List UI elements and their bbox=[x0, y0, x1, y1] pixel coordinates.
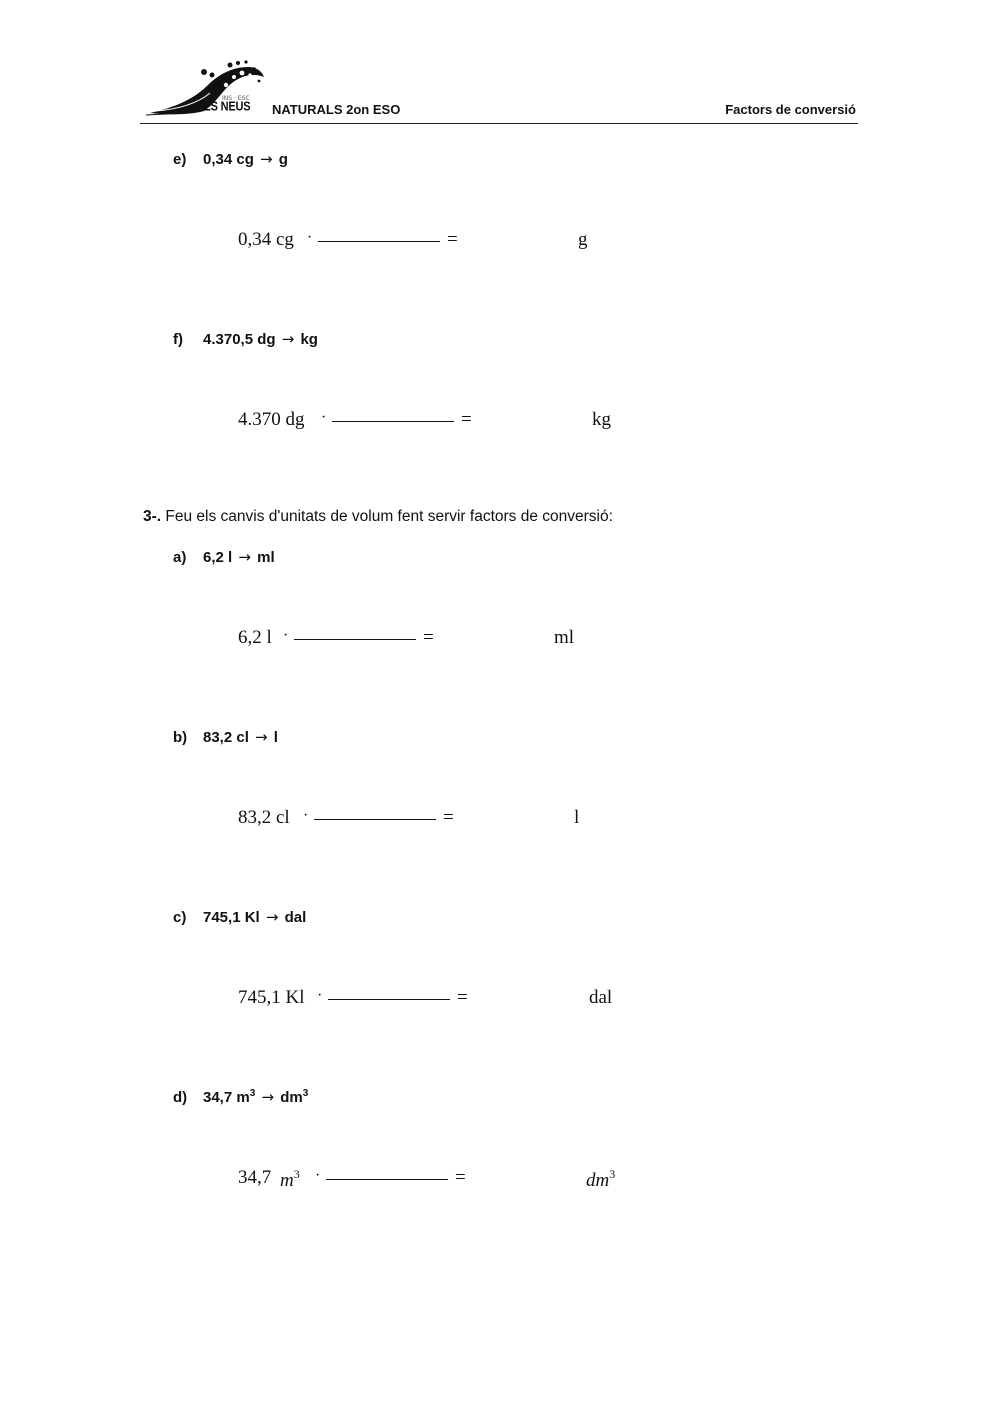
from-value: 34,7 m bbox=[203, 1089, 250, 1106]
multiply-dot: · bbox=[321, 409, 327, 426]
arrow-right-icon: → bbox=[281, 330, 295, 348]
result-unit: l bbox=[574, 807, 580, 828]
equals-sign: = bbox=[447, 229, 458, 250]
section-3-title bbox=[143, 508, 613, 526]
eq-value: 34,7 bbox=[238, 1167, 272, 1188]
exercise-b-label bbox=[173, 728, 278, 746]
equals-sign: = bbox=[455, 1167, 466, 1188]
result-unit-exponent: 3 bbox=[609, 1167, 616, 1181]
arrow-right-icon: → bbox=[238, 548, 251, 566]
eq-value: 4.370 dg bbox=[238, 409, 305, 430]
from-value: 6,2 l bbox=[203, 549, 233, 566]
item-letter: b) bbox=[173, 729, 188, 746]
multiply-dot: · bbox=[283, 627, 289, 644]
exercise-e-label bbox=[173, 150, 288, 168]
to-unit: ml bbox=[257, 549, 275, 566]
to-exponent: 3 bbox=[302, 1088, 309, 1099]
section-number: 3-. bbox=[143, 508, 162, 525]
eq-value: 745,1 Kl bbox=[238, 987, 305, 1008]
fraction-line[interactable] bbox=[332, 421, 454, 422]
result-unit: g bbox=[578, 229, 588, 250]
from-value: 745,1 Kl bbox=[203, 909, 260, 926]
to-unit: kg bbox=[300, 331, 318, 348]
fraction-line[interactable] bbox=[314, 819, 436, 820]
from-value: 0,34 cg bbox=[203, 151, 254, 168]
section-text: Feu els canvis d'unitats de volum fent servir factors de conversió: bbox=[165, 508, 613, 525]
exercise-c-label bbox=[173, 908, 306, 926]
page-header bbox=[140, 55, 858, 124]
multiply-dot: · bbox=[317, 987, 323, 1004]
equals-sign: = bbox=[457, 987, 468, 1008]
eq-value: 83,2 cl bbox=[238, 807, 290, 828]
to-unit: dal bbox=[284, 909, 307, 926]
multiply-dot: · bbox=[303, 807, 309, 824]
fraction-line[interactable] bbox=[326, 1179, 448, 1180]
exercise-d-label bbox=[173, 1088, 308, 1106]
eq-value: 6,2 l bbox=[238, 627, 272, 648]
exercise-a-label bbox=[173, 548, 275, 566]
eq-value: 0,34 cg bbox=[238, 229, 294, 250]
logo-text: LES NEUS bbox=[197, 100, 251, 114]
to-unit: g bbox=[278, 151, 288, 168]
eq-unit bbox=[280, 1167, 300, 1192]
eq-unit-exponent: 3 bbox=[293, 1167, 300, 1181]
item-letter: e) bbox=[173, 151, 187, 168]
multiply-dot: · bbox=[315, 1167, 321, 1184]
result-unit-base: dm bbox=[586, 1170, 610, 1191]
from-value: 4.370,5 dg bbox=[203, 331, 276, 348]
from-exponent: 3 bbox=[249, 1088, 256, 1099]
arrow-right-icon: → bbox=[255, 728, 268, 746]
topic-title: Factors de conversió bbox=[725, 102, 856, 117]
exercise-f-label bbox=[173, 330, 318, 348]
item-letter: c) bbox=[173, 909, 187, 926]
arrow-right-icon: → bbox=[260, 150, 273, 168]
multiply-dot: · bbox=[307, 229, 313, 246]
fraction-line[interactable] bbox=[328, 999, 450, 1000]
fraction-line[interactable] bbox=[318, 241, 440, 242]
result-unit: dal bbox=[589, 987, 613, 1008]
item-letter: f) bbox=[173, 331, 183, 348]
eq-unit-base: m bbox=[280, 1170, 294, 1191]
result-unit: kg bbox=[592, 409, 611, 430]
item-letter: d) bbox=[173, 1089, 188, 1106]
to-unit: dm bbox=[280, 1089, 303, 1106]
item-letter: a) bbox=[173, 549, 187, 566]
fraction-line[interactable] bbox=[294, 639, 416, 640]
arrow-right-icon: → bbox=[265, 908, 279, 926]
equals-sign: = bbox=[461, 409, 472, 430]
logo-subtext: INS · ESC bbox=[222, 95, 250, 102]
from-value: 83,2 cl bbox=[203, 729, 249, 746]
arrow-right-icon: → bbox=[261, 1088, 275, 1106]
to-unit: l bbox=[273, 729, 278, 746]
result-unit: ml bbox=[554, 627, 575, 648]
equals-sign: = bbox=[423, 627, 434, 648]
equals-sign: = bbox=[443, 807, 454, 828]
course-title: NATURALS 2on ESO bbox=[272, 102, 401, 117]
result-unit bbox=[586, 1167, 615, 1192]
